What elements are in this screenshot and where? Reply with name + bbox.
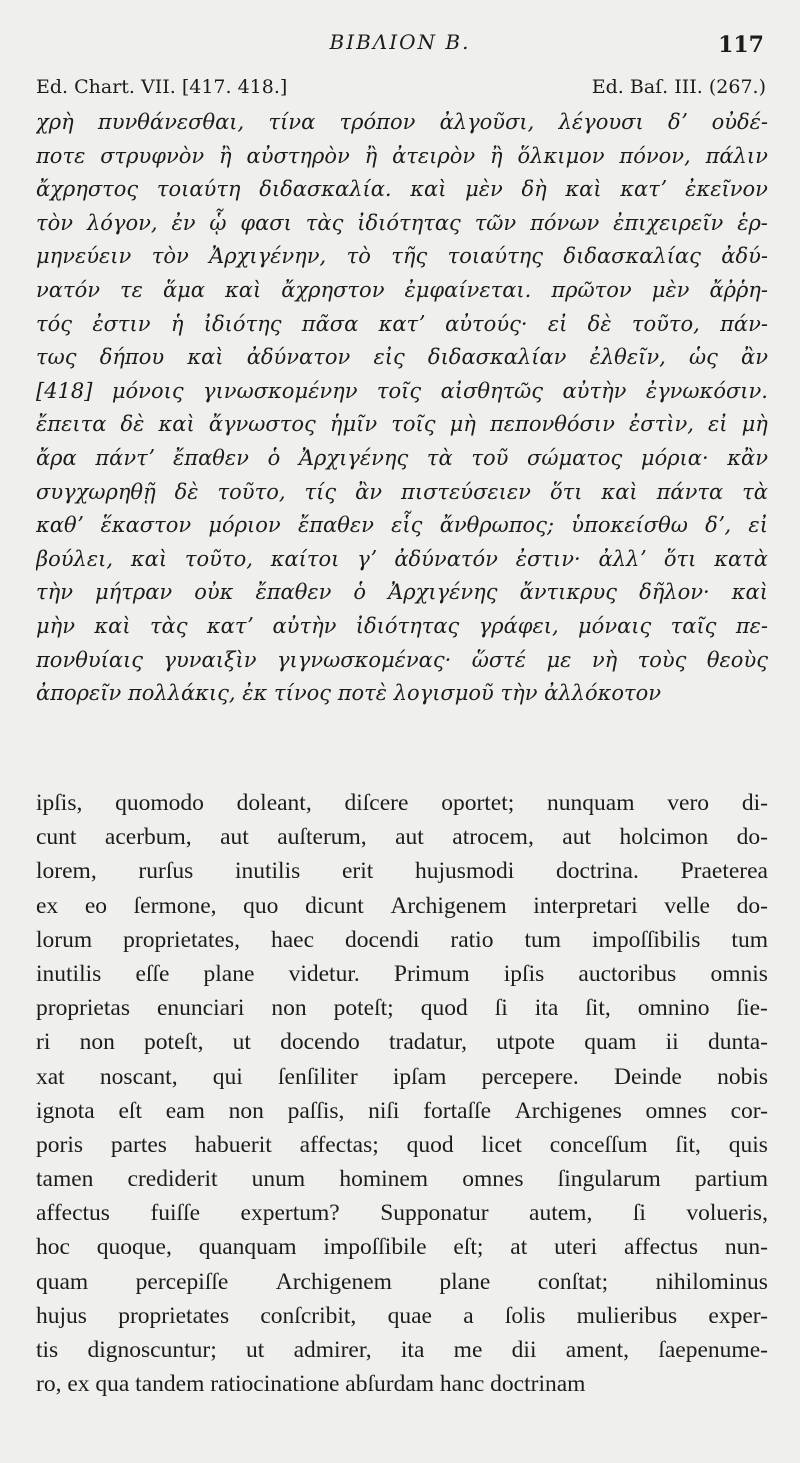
greek-text-line: πονθυίαις γυναιξὶν γιγνωσκομένας· ὥστέ με νὴ τοὺς θεοὺς <box>36 647 768 672</box>
greek-text-line: τὸν λόγον, ἐν ᾧ φασι τὰς ἰδιότητας τῶν πόνων ἐπιχειρεῖν ἑρ- <box>36 210 768 235</box>
latin-text-line: cunt acerbum, aut auſterum, aut atrocem, aut holcimon do- <box>36 824 768 851</box>
edition-chart-reference: Ed. Chart. VII. [417. 418.] <box>36 76 288 98</box>
page-number: 117 <box>718 32 764 58</box>
latin-text-line: ignota eſt eam non paſſis, niſi fortaſſe Archigenes omnes cor- <box>36 1097 768 1124</box>
latin-text-line: hujus proprietates conſcribit, quae a ſolis mulieribus exper- <box>36 1302 768 1329</box>
greek-text-line: χρὴ πυνθάνεσθαι, τίνα τρόπον ἀλγοῦσι, λέγουσι δʼ οὐδέ- <box>36 110 768 134</box>
latin-text-line: ex eo ſermone, quo dicunt Archigenem interpretari velle do- <box>36 892 768 919</box>
greek-text-line: συγχωρηθῇ δὲ τοῦτο, τίς ἂν πιστεύσειεν ὅτι καὶ πάντα τὰ <box>36 479 768 504</box>
greek-text-line: νατόν τε ἅμα καὶ ἄχρηστον ἐμφαίνεται. πρῶτον μὲν ἄῤῥη- <box>36 277 768 302</box>
greek-text-line: ἄχρηστος τοιαύτη διδασκαλία. καὶ μὲν δὴ καὶ κατʼ ἐκεῖνον <box>36 177 768 202</box>
latin-text-block <box>36 786 768 1401</box>
greek-text-line: τως δήπου καὶ ἀδύνατον εἰς διδασκαλίαν ἐλθεῖν, ὡς ἂν <box>36 345 768 370</box>
greek-text-line: [418] μόνοις γινωσκομένην τοῖς αἰσθητῶς αὐτὴν ἐγνωκόσιν. <box>36 378 768 403</box>
edition-basel-reference: Ed. Baſ. III. (267.) <box>591 76 766 98</box>
latin-text-line: lorum proprietates, haec docendi ratio tum impoſſibilis tum <box>36 926 768 953</box>
latin-text-line: tamen crediderit unum hominem omnes ſingularum partium <box>36 1166 768 1193</box>
greek-text-line: βούλει, καὶ τοῦτο, καίτοι γʼ ἀδύνατόν ἐστιν· ἀλλʼ ὅτι κατὰ <box>36 546 768 571</box>
greek-text-line: μηνεύειν τὸν Ἀρχιγένην, τὸ τῆς τοιαύτης διδασκαλίας ἀδύ- <box>36 244 768 269</box>
latin-text-line: affectus fuiſſe expertum? Supponatur autem, ſi volueris, <box>36 1200 768 1227</box>
running-head <box>30 30 770 60</box>
greek-text-line: μὴν καὶ τὰς κατʼ αὐτὴν ἰδιότητας γράφει, μόναις ταῖς πε- <box>36 613 768 638</box>
latin-text-line: proprietas enunciari non poteſt; quod ſi ita ſit, omnino ſie- <box>36 995 768 1022</box>
greek-text-block <box>36 106 768 711</box>
greek-text-line: ἀπορεῖν πολλάκις, ἐκ τίνος ποτὲ λογισμοῦ τὴν ἀλλόκοτον <box>36 681 662 706</box>
greek-text-line: τὴν μήτραν οὐκ ἔπαθεν ὁ Ἀρχιγένης ἄντικρυς δῆλον· καὶ <box>36 580 768 605</box>
latin-text-line: hoc quoque, quanquam impoſſibile eſt; at uteri affectus nun- <box>36 1234 768 1261</box>
edition-references <box>36 76 766 104</box>
latin-text-line: ipſis, quomodo doleant, diſcere oportet; nunquam vero di- <box>36 790 768 816</box>
latin-text-line: ri non poteſt, ut docendo tradatur, utpote quam ii dunta- <box>36 1029 768 1056</box>
greek-text-line: τός ἐστιν ἡ ἰδιότης πᾶσα κατʼ αὐτούς· εἰ δὲ τοῦτο, πάν- <box>36 311 768 336</box>
greek-text-line: καθʼ ἕκαστον μόριον ἔπαθεν εἷς ἄνθρωπος; ὑποκείσθω δʼ, εἰ <box>36 513 768 538</box>
book-title: BIBΛΙΟΝ B. <box>329 30 471 54</box>
latin-text-line: quam percepiſſe Archigenem plane conſtat; nihilominus <box>36 1268 768 1295</box>
latin-text-line: tis dignoscuntur; ut admirer, ita me dii ament, ſaepenume- <box>36 1337 768 1363</box>
latin-text-line: lorem, rurſus inutilis erit hujusmodi doctrina. Praeterea <box>36 858 768 885</box>
latin-text-line: xat noscant, qui ſenſiliter ipſam percepere. Deinde nobis <box>36 1063 768 1090</box>
greek-text-line: ἔπειτα δὲ καὶ ἄγνωστος ἡμῖν τοῖς μὴ πεπονθόσιν ἐστὶν, εἰ μὴ <box>36 412 768 437</box>
latin-text-line: inutilis eſſe plane videtur. Primum ipſis auctoribus omnis <box>36 960 768 987</box>
latin-text-line: poris partes habuerit affectas; quod licet conceſſum ſit, quis <box>36 1131 768 1158</box>
greek-text-line: ἄρα πάντʼ ἔπαθεν ὁ Ἀρχιγένης τὰ τοῦ σώματος μόρια· κἂν <box>36 445 768 470</box>
greek-text-line: ποτε στρυφνὸν ἢ αὐστηρὸν ἢ ἀτειρὸν ἢ ὅλκιμον πόνον, πάλιν <box>36 143 768 168</box>
latin-text-line: ro, ex qua tandem ratiocinatione abſurdam hanc doctrinam <box>36 1371 586 1398</box>
